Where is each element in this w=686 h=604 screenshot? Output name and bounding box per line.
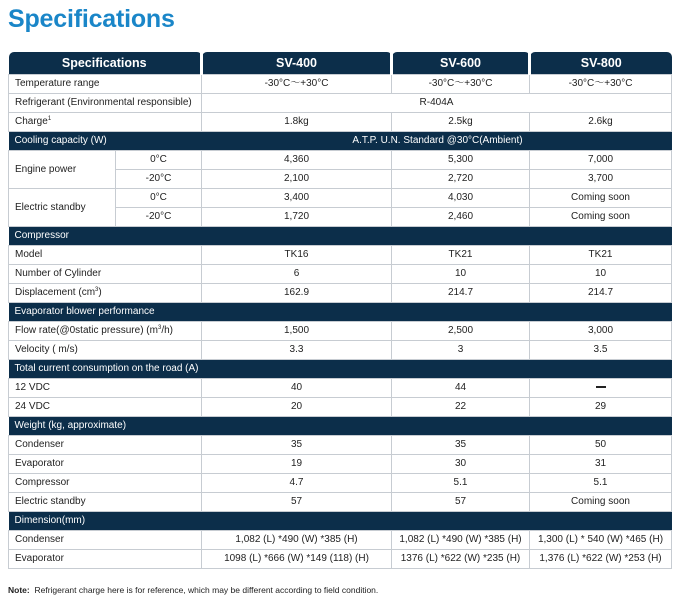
table-row xyxy=(9,246,672,265)
cell-value: 57 xyxy=(392,493,530,512)
footnote-marker: 1 xyxy=(47,116,52,122)
page-title: Specifications xyxy=(8,5,175,33)
row-label: Evaporator xyxy=(9,455,202,474)
section-label: Weight (kg, approximate) xyxy=(9,417,672,436)
cell-value: Coming soon xyxy=(530,208,672,227)
cell-value: 5.1 xyxy=(392,474,530,493)
cell-value: R-404A xyxy=(202,94,672,113)
cell-value: 3 xyxy=(392,341,530,360)
cell-value: 214.7 xyxy=(530,284,672,303)
table-row xyxy=(9,379,672,398)
sub-label: -20°C xyxy=(116,208,202,227)
row-label: Condenser xyxy=(9,436,202,455)
row-label: Number of Cylinder xyxy=(9,265,202,284)
specifications-table xyxy=(8,52,672,569)
cell-value: 6 xyxy=(202,265,392,284)
row-label: Model xyxy=(9,246,202,265)
row-label: Electric standby xyxy=(9,189,116,227)
row-label: Engine power xyxy=(9,151,116,189)
cell-value: 2,500 xyxy=(392,322,530,341)
table-row xyxy=(9,398,672,417)
cell-value: 2,460 xyxy=(392,208,530,227)
table-row xyxy=(9,113,672,132)
cell-value: 3.5 xyxy=(530,341,672,360)
cell-value: 10 xyxy=(530,265,672,284)
section-row-current xyxy=(9,360,672,379)
header-row xyxy=(9,52,672,75)
row-label: Velocity ( m/s) xyxy=(9,341,202,360)
table-row xyxy=(9,455,672,474)
row-label: 24 VDC xyxy=(9,398,202,417)
section-label: Evaporator blower performance xyxy=(9,303,672,322)
table-row xyxy=(9,284,672,303)
cell-value: 214.7 xyxy=(392,284,530,303)
cell-value: -30°C〜+30°C xyxy=(392,75,530,94)
cell-value: 2.6kg xyxy=(530,113,672,132)
section-label: Total current consumption on the road (A) xyxy=(9,360,672,379)
cell-value: 1098 (L) *666 (W) *149 (118) (H) xyxy=(202,550,392,569)
row-label xyxy=(9,322,202,341)
cell-value: 2,720 xyxy=(392,170,530,189)
cooling-standard: A.T.P. U.N. Standard @30°C(Ambient) xyxy=(202,132,672,151)
cell-value: 3,000 xyxy=(530,322,672,341)
table-row xyxy=(9,550,672,569)
unit-exponent: 3 xyxy=(157,325,162,331)
cell-value: 20 xyxy=(202,398,392,417)
cell-value: 5,300 xyxy=(392,151,530,170)
cell-value xyxy=(530,379,672,398)
cell-value: 7,000 xyxy=(530,151,672,170)
table-row xyxy=(9,474,672,493)
cell-value: 5.1 xyxy=(530,474,672,493)
cell-value: 57 xyxy=(202,493,392,512)
table-row xyxy=(9,189,672,208)
section-row-evaporator-blower xyxy=(9,303,672,322)
charge-label: Charge xyxy=(15,116,48,127)
section-row-dimension xyxy=(9,512,672,531)
cell-value: 1,082 (L) *490 (W) *385 (H) xyxy=(392,531,530,550)
table-row xyxy=(9,493,672,512)
cell-value: 1,300 (L) * 540 (W) *465 (H) xyxy=(530,531,672,550)
cell-value: 3.3 xyxy=(202,341,392,360)
row-label: 12 VDC xyxy=(9,379,202,398)
cell-value: 29 xyxy=(530,398,672,417)
header-model-sv800: SV-800 xyxy=(530,52,672,75)
not-available-dash xyxy=(596,386,606,388)
row-label: Condenser xyxy=(9,531,202,550)
note-label: Note: xyxy=(8,585,30,595)
footnote xyxy=(8,585,378,595)
cell-value: TK21 xyxy=(392,246,530,265)
displacement-label: Displacement (cm xyxy=(15,287,96,298)
cell-value: 1,082 (L) *490 (W) *385 (H) xyxy=(202,531,392,550)
cell-value: 35 xyxy=(392,436,530,455)
cell-value: 30 xyxy=(392,455,530,474)
cell-value: TK21 xyxy=(530,246,672,265)
unit-close: /h) xyxy=(161,325,173,336)
row-label xyxy=(9,113,202,132)
cell-value: 3,700 xyxy=(530,170,672,189)
cell-value: 4.7 xyxy=(202,474,392,493)
header-specifications: Specifications xyxy=(9,52,202,75)
row-label: Temperature range xyxy=(9,75,202,94)
cell-value: 22 xyxy=(392,398,530,417)
cell-value: TK16 xyxy=(202,246,392,265)
cell-value: 44 xyxy=(392,379,530,398)
cell-value: 10 xyxy=(392,265,530,284)
flow-label: Flow rate(@0static pressure) (m xyxy=(15,325,158,336)
table-row xyxy=(9,531,672,550)
table-row xyxy=(9,436,672,455)
sub-label: 0°C xyxy=(116,189,202,208)
table-row xyxy=(9,322,672,341)
unit-close: ) xyxy=(98,287,102,298)
table-row xyxy=(9,151,672,170)
table-row xyxy=(9,341,672,360)
cell-value: 2.5kg xyxy=(392,113,530,132)
row-label: Refrigerant (Environmental responsible) xyxy=(9,94,202,113)
row-label: Electric standby xyxy=(9,493,202,512)
cell-value: 2,100 xyxy=(202,170,392,189)
row-label: Evaporator xyxy=(9,550,202,569)
note-text: Refrigerant charge here is for reference, which may be different according to field condition. xyxy=(34,585,379,595)
section-label: Cooling capacity (W) xyxy=(9,132,202,151)
cell-value: 162.9 xyxy=(202,284,392,303)
cell-value: 1,376 (L) *622 (W) *253 (H) xyxy=(530,550,672,569)
header-model-sv400: SV-400 xyxy=(202,52,392,75)
cell-value: 19 xyxy=(202,455,392,474)
cell-value: Coming soon xyxy=(530,493,672,512)
cell-value: 31 xyxy=(530,455,672,474)
sub-label: -20°C xyxy=(116,170,202,189)
table-row xyxy=(9,94,672,113)
section-label: Compressor xyxy=(9,227,672,246)
cell-value: 1,500 xyxy=(202,322,392,341)
cell-value: 35 xyxy=(202,436,392,455)
section-row-compressor xyxy=(9,227,672,246)
cell-value: 1,720 xyxy=(202,208,392,227)
section-row-weight xyxy=(9,417,672,436)
cell-value: 4,360 xyxy=(202,151,392,170)
cell-value: 50 xyxy=(530,436,672,455)
section-label: Dimension(mm) xyxy=(9,512,672,531)
table-row xyxy=(9,265,672,284)
cell-value: 4,030 xyxy=(392,189,530,208)
cell-value: -30°C〜+30°C xyxy=(530,75,672,94)
table-row xyxy=(9,75,672,94)
row-label xyxy=(9,284,202,303)
row-label: Compressor xyxy=(9,474,202,493)
sub-label: 0°C xyxy=(116,151,202,170)
cell-value: 40 xyxy=(202,379,392,398)
cell-value: Coming soon xyxy=(530,189,672,208)
cell-value: 1376 (L) *622 (W) *235 (H) xyxy=(392,550,530,569)
cell-value: 3,400 xyxy=(202,189,392,208)
section-row-cooling xyxy=(9,132,672,151)
header-model-sv600: SV-600 xyxy=(392,52,530,75)
unit-exponent: 3 xyxy=(95,287,99,293)
cell-value: 1.8kg xyxy=(202,113,392,132)
cell-value: -30°C〜+30°C xyxy=(202,75,392,94)
